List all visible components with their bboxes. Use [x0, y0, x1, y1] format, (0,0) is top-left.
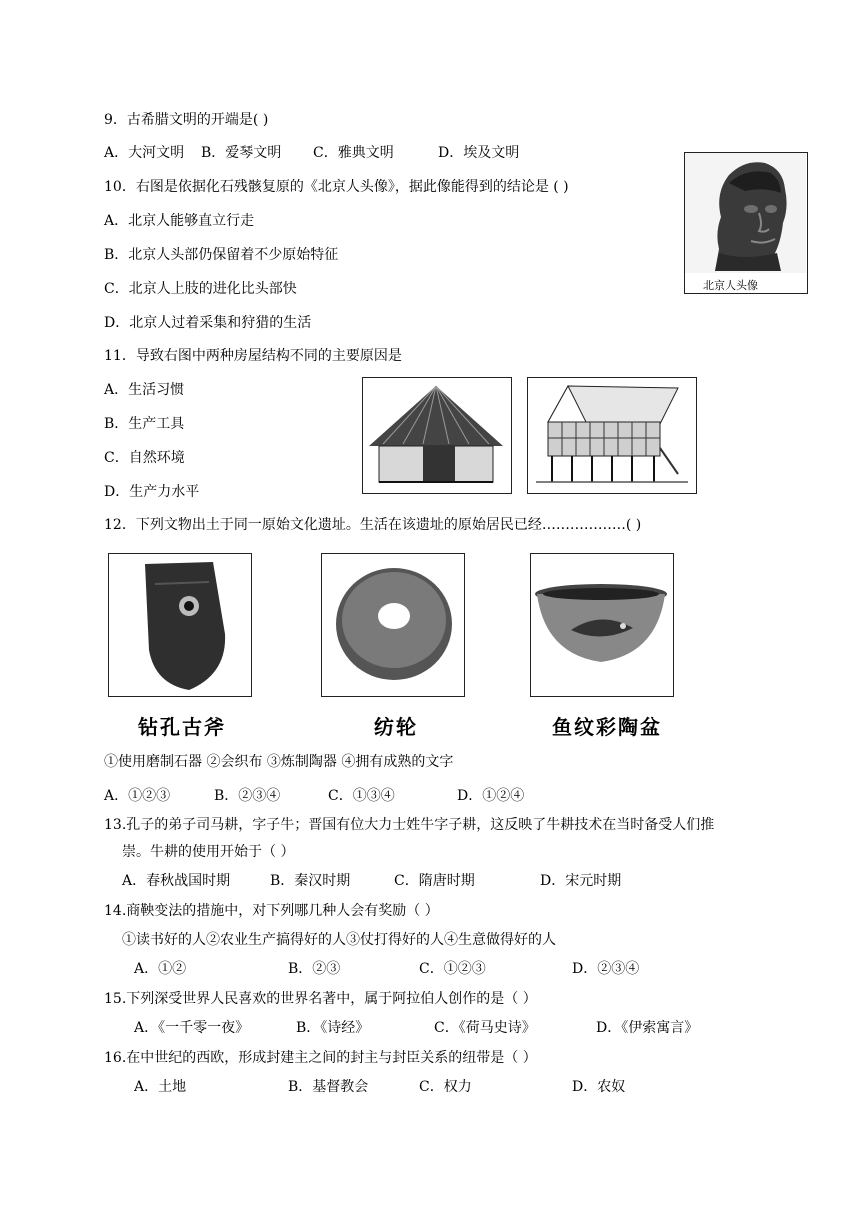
q14-statements: ①读书好的人②农业生产搞得好的人③仗打得好的人④生意做得好的人	[122, 932, 556, 948]
spindle-whorl-caption: 纺轮	[374, 715, 418, 739]
q14-options	[134, 959, 654, 979]
q16-stem: 16.在中世纪的西欧，形成封建主之间的封主与封臣关系的纽带是（ ）	[104, 1050, 537, 1066]
q9-option-d: D．埃及文明	[438, 145, 520, 161]
q10-option-c: C．北京人上肢的进化比头部快	[104, 281, 297, 297]
peking-man-bust-image	[684, 152, 808, 294]
q16-options	[134, 1077, 654, 1097]
round-hut-image	[362, 377, 512, 494]
q14-option-c: C．①②③	[419, 961, 486, 977]
peking-man-caption: 北京人头像	[703, 279, 758, 292]
q12-option-b: B．②③④	[214, 788, 281, 804]
q10-option-d: D．北京人过着采集和狩猎的生活	[104, 315, 312, 331]
q13-option-d: D．宋元时期	[540, 873, 622, 889]
q15-option-c: C．《荷马史诗》	[434, 1020, 536, 1036]
q13-option-c: C．隋唐时期	[394, 873, 475, 889]
stilt-house-icon	[528, 378, 695, 492]
stone-axe-image	[108, 553, 252, 697]
q14-stem: 14.商鞅变法的措施中，对下列哪几种人会有奖励（ ）	[104, 903, 439, 919]
stilt-house-image	[527, 377, 697, 494]
q12-options	[104, 786, 554, 806]
q11-option-d: D．生产力水平	[104, 484, 200, 500]
spindle-whorl-icon	[322, 554, 463, 695]
fish-basin-caption: 鱼纹彩陶盆	[552, 715, 662, 739]
q9-option-c: C．雅典文明	[313, 145, 394, 161]
q14-option-d: D．②③④	[572, 961, 640, 977]
q10-option-a: A．北京人能够直立行走	[104, 213, 255, 229]
q13-stem-line2: 崇。牛耕的使用开始于（ ）	[122, 844, 295, 860]
q9-options	[104, 143, 584, 163]
q15-stem: 15.下列深受世界人民喜欢的世界名著中，属于阿拉伯人创作的是（ ）	[104, 991, 537, 1007]
spindle-whorl-image	[321, 553, 465, 697]
thatched-hut-icon	[363, 378, 510, 492]
stone-axe-caption: 钻孔古斧	[138, 715, 226, 739]
q14-option-a: A．①②	[134, 961, 187, 977]
q11-stem: 11．导致右图中两种房屋结构不同的主要原因是	[104, 348, 402, 364]
painted-pottery-basin-icon	[531, 554, 672, 695]
q12-stem: 12．下列文物出土于同一原始文化遗址。生活在该遗址的原始居民已经………………( )	[104, 517, 642, 533]
q16-option-b: B．基督教会	[288, 1079, 369, 1095]
q15-option-d: D．《伊索寓言》	[596, 1020, 699, 1036]
q12-option-d: D．①②④	[457, 788, 525, 804]
q9-option-a: A．大河文明	[104, 145, 185, 161]
fish-pattern-basin-image	[530, 553, 674, 697]
q16-option-a: A．土地	[134, 1079, 187, 1095]
q10-option-b: B．北京人头部仍保留着不少原始特征	[104, 247, 339, 263]
q12-statements: ①使用磨制石器 ②会织布 ③炼制陶器 ④拥有成熟的文字	[104, 754, 454, 770]
stone-axe-icon	[109, 554, 250, 695]
q14-option-b: B．②③	[288, 961, 341, 977]
q11-option-c: C．自然环境	[104, 450, 185, 466]
q12-option-a: A．①②③	[104, 788, 171, 804]
q10-stem: 10．右图是依据化石残骸复原的《北京人头像》，据此像能得到的结论是 ( )	[104, 179, 569, 195]
q15-option-b: B．《诗经》	[296, 1020, 370, 1036]
q9-option-b: B．爱琴文明	[201, 145, 282, 161]
q13-option-b: B．秦汉时期	[270, 873, 351, 889]
q15-option-a: A．《一千零一夜》	[134, 1020, 250, 1036]
q13-stem-line1: 13.孔子的弟子司马耕，字子牛；晋国有位大力士姓牛字子耕，这反映了牛耕技术在当时备受人们推	[104, 817, 715, 833]
q11-option-a: A．生活习惯	[104, 382, 185, 398]
q12-option-c: C．①③④	[328, 788, 395, 804]
q16-option-c: C．权力	[419, 1079, 472, 1095]
q16-option-d: D．农奴	[572, 1079, 626, 1095]
q11-option-b: B．生产工具	[104, 416, 185, 432]
q13-option-a: A．春秋战国时期	[122, 873, 231, 889]
q13-options	[122, 871, 642, 891]
peking-man-bust-icon	[685, 153, 806, 273]
q9-stem: 9．古希腊文明的开端是( )	[104, 112, 269, 128]
q15-options	[134, 1018, 724, 1038]
